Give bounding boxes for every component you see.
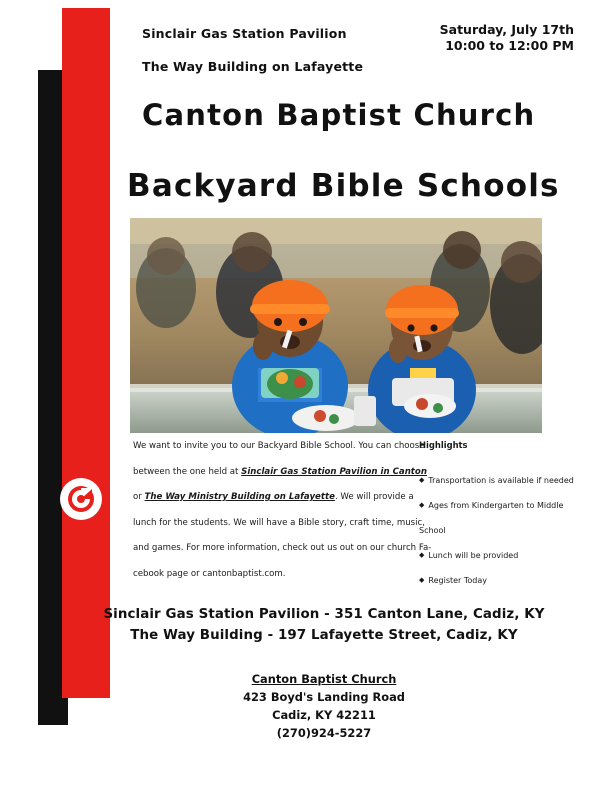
diamond-bullet-icon: ◆ [419,576,425,584]
address-section [0,604,612,646]
highlight-item-continuation [419,518,569,543]
body-line-6: cebook page or cantonbaptist.com. [133,568,286,579]
body-line-3: or The Way Ministry Building on Lafayette. We will provide a [133,492,414,502]
highlight-text: Register Today [428,576,488,585]
highlight-text: Ages from Kindergarten to Middle [428,501,564,510]
footer-contact [0,670,612,742]
event-time: 10:00 to 12:00 PM [445,38,574,53]
date-time-block [374,22,574,54]
footer-church-name: Canton Baptist Church [251,672,397,686]
highlights-section [419,440,574,593]
church-logo-icon [68,486,94,512]
venue-line-2: The Way Building on Lafayette [142,59,364,74]
highlight-text: Lunch will be provided [428,551,519,560]
highlight-text: School [419,526,446,535]
venue-link-theway: The Way Ministry Building on Lafayette [144,492,335,502]
venue-link-sinclair: Sinclair Gas Station Pavilion in Canton [241,466,427,477]
body-line-5: and games. For more information, check out us out on our church Fa- [133,543,432,553]
body-line-2: between the one held at Sinclair Gas Station Pavilion in Canton [133,466,427,477]
body-line-1: We want to invite you to our Backyard Bible School. You can choose [133,441,425,451]
footer-phone: (270)924-5227 [276,726,372,740]
event-date: Saturday, July 17th [439,22,574,37]
highlight-item [419,543,569,568]
footer-city: Cadiz, KY 42211 [272,708,376,722]
address-line-sinclair: Sinclair Gas Station Pavilion - 351 Canton Lane, Cadiz, KY [103,607,545,622]
diamond-bullet-icon: ◆ [419,501,425,509]
highlight-text: Transportation is available if needed [428,476,574,485]
diamond-bullet-icon: ◆ [419,551,425,559]
diamond-bullet-icon: ◆ [419,476,425,484]
decorative-red-bar [62,8,110,698]
venue-line-1: Sinclair Gas Station Pavilion [142,26,347,41]
highlight-item [419,468,574,493]
highlights-title: Highlights [419,440,468,450]
highlight-item [419,493,569,518]
highlight-item [419,568,569,593]
event-photo [130,218,542,433]
address-line-theway: The Way Building - 197 Lafayette Street, Cadiz, KY [130,628,518,643]
church-title: Canton Baptist Church [142,98,536,132]
body-paragraph [133,434,432,587]
event-title: Backyard Bible Schools [127,168,560,204]
footer-street: 423 Boyd's Landing Road [243,690,405,704]
body-line-4: lunch for the students. We will have a Bible story, craft time, music, [133,517,425,528]
